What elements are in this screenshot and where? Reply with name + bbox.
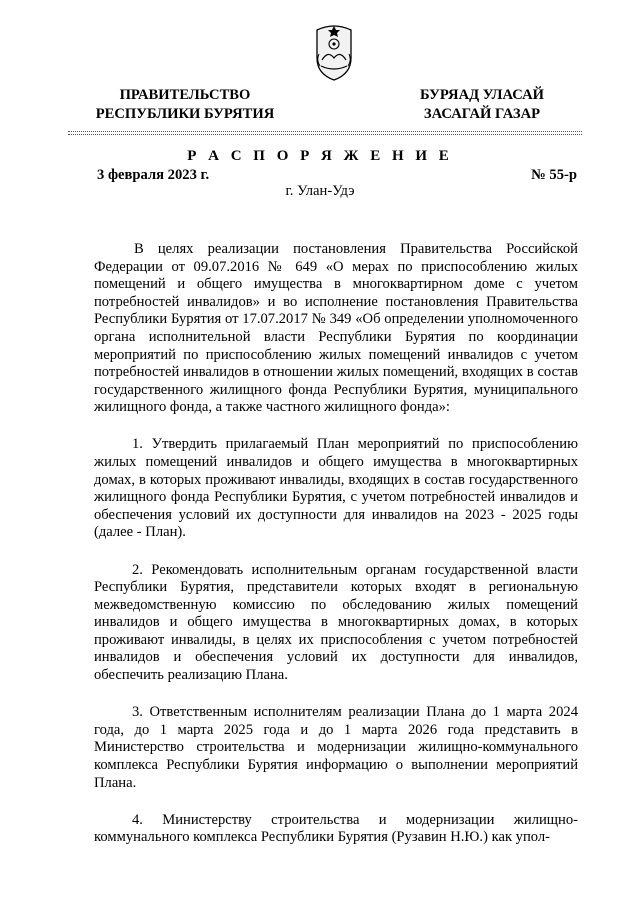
coat-of-arms-emblem-icon — [313, 20, 355, 82]
clause-2-paragraph: 2. Рекомендовать исполнительным органам государственной власти Республики Бурятия, представители которых входят в региональную межведомственную комиссию по обследованию жилых помещений инвалидов и общего имущества в многоквартирных домах, в которых проживают инвалиды, в целях их приспособления с учетом потребностей инвалидов и обеспечения условий их доступности для инвалидов, обеспечить реализацию Плана. — [94, 561, 578, 684]
government-name-buryat-line-1: БУРЯАД УЛАСАЙ — [420, 87, 544, 103]
document-number: № 55-р — [531, 167, 577, 183]
preamble-paragraph: В целях реализации постановления Правительства Российской Федерации от 09.07.2016 № 649 «О мерах по приспособлению жилых помещений и общего имущества в многоквартирном доме с учетом потребностей инвалидов» и во исполнение постановления Правительства Республики Бурятия от 17.07.2017 № 349 «Об определении уполномоченного органа исполнительной власти Республики Бурятия по координации мероприятий по приспособлению жилых помещений инвалидов с учетом потребностей инвалидов в отношении жилых помещений, входящих в состав государственного жилищного фонда Республики Бурятия, муниципального жилищного фонда, а также частного жилищного фонда»: — [94, 241, 578, 416]
document-date: 3 февраля 2023 г. — [97, 167, 210, 183]
header-divider-second — [68, 134, 582, 135]
document-city: г. Улан-Удэ — [285, 183, 355, 199]
clause-4-paragraph: 4. Министерству строительства и модернизации жилищно-коммунального комплекса Республики Бурятия (Рузавин Н.Ю.) как упол- — [94, 811, 578, 846]
document-type: Р А С П О Р Я Ж Е Н И Е — [187, 148, 453, 164]
document-body — [94, 241, 578, 866]
government-name-russian — [80, 86, 290, 124]
government-name-buryat-line-2: ЗАСАГАЙ ГАЗАР — [423, 106, 541, 122]
header-divider — [68, 131, 582, 132]
government-name-line-1: ПРАВИТЕЛЬСТВО — [119, 87, 251, 103]
government-name-buryat — [402, 86, 562, 124]
government-name-line-2: РЕСПУБЛИКИ БУРЯТИЯ — [95, 106, 275, 122]
clause-1-paragraph: 1. Утвердить прилагаемый План мероприятий по приспособлению жилых помещений инвалидов и общего имущества в многоквартирных домах, в которых проживают инвалиды, входящих в состав государственного жилищного фонда Республики Бурятия, с учетом потребностей инвалидов и обеспечения условий их доступности для инвалидов на 2023 - 2025 годы (далее - План). — [94, 436, 578, 541]
clause-3-paragraph: 3. Ответственным исполнителям реализации Плана до 1 марта 2024 года, до 1 марта 2025 года и до 1 марта 2026 года представить в Министерство строительства и модернизации жилищно-коммунального комплекса Республики Бурятия информацию о выполнении мероприятий Плана. — [94, 704, 578, 791]
